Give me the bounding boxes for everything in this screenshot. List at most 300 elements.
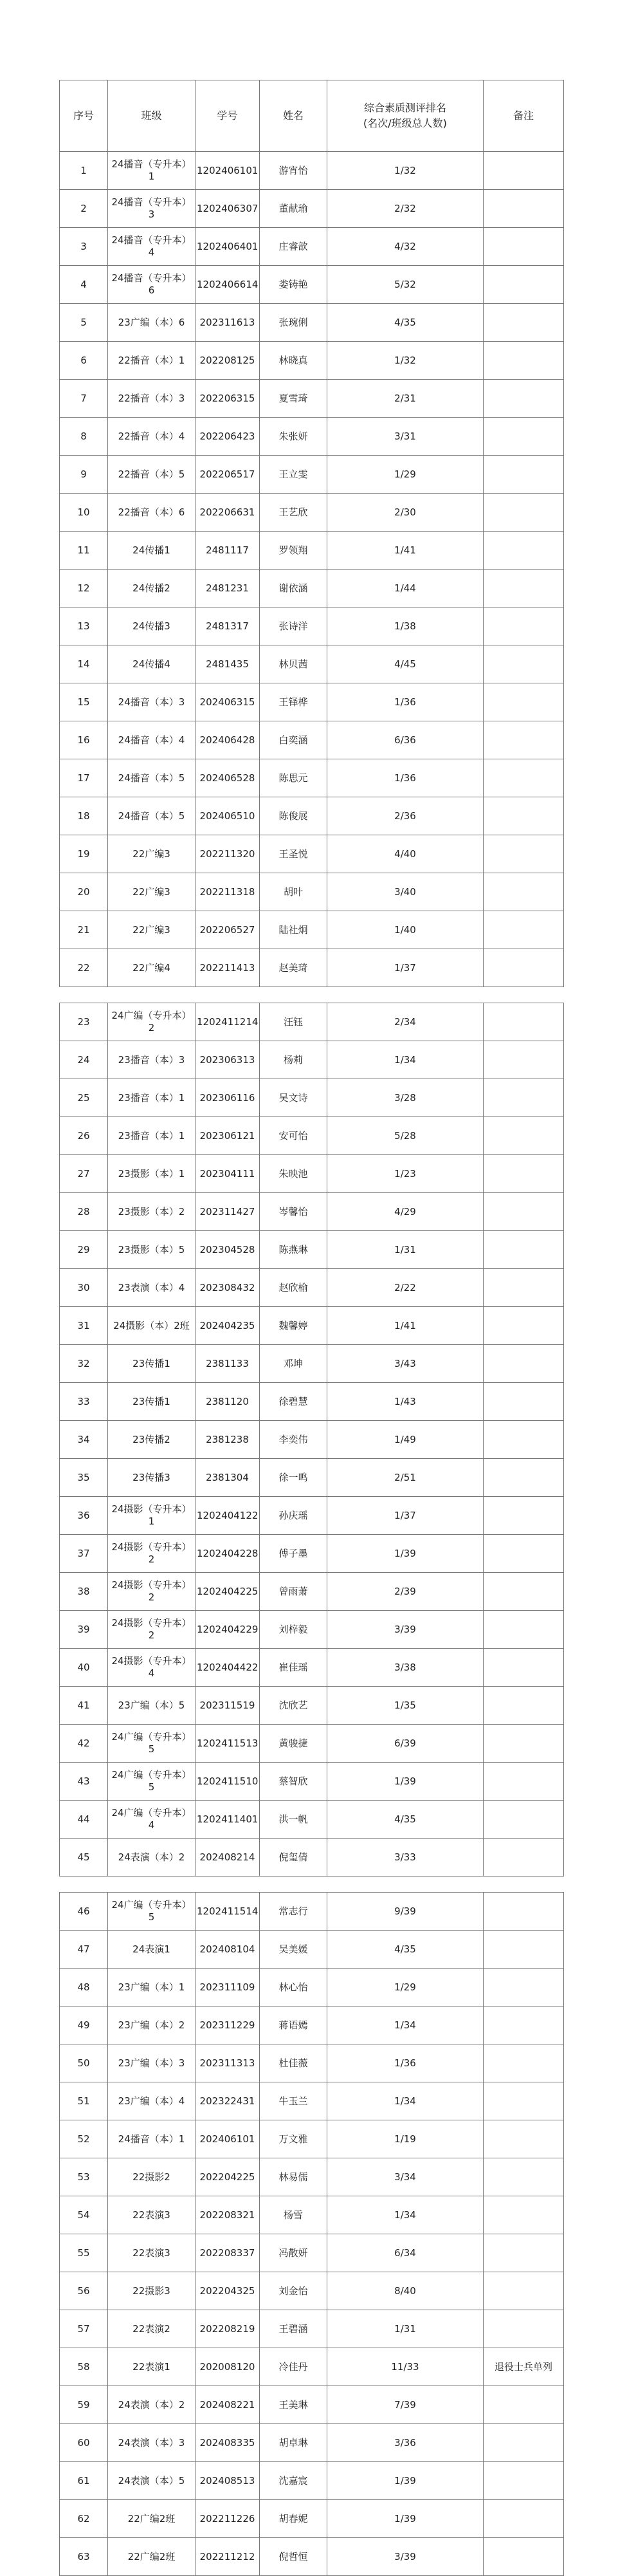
cell-no: 4 (60, 266, 108, 304)
cell-student-id: 202408104 (195, 1931, 260, 1969)
table-row (60, 2158, 564, 2196)
header-note: 备注 (484, 80, 564, 152)
cell-no: 60 (60, 2424, 108, 2462)
cell-rank: 4/45 (327, 645, 484, 683)
cell-name: 陈燕琳 (260, 1231, 327, 1269)
cell-class: 23摄影（本）2 (108, 1193, 195, 1231)
table-row (60, 1269, 564, 1307)
cell-name: 蔡智欣 (260, 1763, 327, 1801)
cell-rank: 1/39 (327, 1763, 484, 1801)
cell-note (484, 607, 564, 645)
cell-student-id: 202311427 (195, 1193, 260, 1231)
cell-student-id: 202206517 (195, 456, 260, 494)
cell-note (484, 1231, 564, 1269)
cell-name: 胡卓琳 (260, 2424, 327, 2462)
cell-name: 李奕伟 (260, 1421, 327, 1459)
cell-student-id: 202306116 (195, 1079, 260, 1117)
table-row (60, 1497, 564, 1535)
cell-class: 23广编（本）4 (108, 2082, 195, 2120)
cell-rank: 3/39 (327, 1611, 484, 1649)
cell-no: 38 (60, 1573, 108, 1611)
cell-note (484, 1155, 564, 1193)
cell-name: 朱映池 (260, 1155, 327, 1193)
cell-no: 28 (60, 1193, 108, 1231)
cell-student-id: 202406428 (195, 721, 260, 759)
cell-note (484, 532, 564, 570)
cell-rank: 1/41 (327, 532, 484, 570)
cell-student-id: 1202406401 (195, 228, 260, 266)
cell-no: 17 (60, 759, 108, 797)
cell-note (484, 2424, 564, 2462)
cell-note (484, 190, 564, 228)
cell-rank: 3/43 (327, 1345, 484, 1383)
cell-name: 庄睿歆 (260, 228, 327, 266)
table-row (60, 1117, 564, 1155)
cell-name: 杨莉 (260, 1041, 327, 1079)
cell-rank: 1/37 (327, 949, 484, 987)
table-row (60, 1969, 564, 2006)
cell-rank: 3/40 (327, 873, 484, 911)
cell-name: 胡叶 (260, 873, 327, 911)
cell-no: 49 (60, 2006, 108, 2044)
table-row (60, 1839, 564, 1876)
cell-name: 蒋语嫣 (260, 2006, 327, 2044)
cell-class: 24表演（本）2 (108, 2386, 195, 2424)
cell-rank: 1/31 (327, 2310, 484, 2348)
cell-no: 34 (60, 1421, 108, 1459)
header-class: 班级 (108, 80, 195, 152)
cell-student-id: 202311519 (195, 1687, 260, 1725)
cell-student-id: 202211320 (195, 835, 260, 873)
cell-rank: 2/34 (327, 1003, 484, 1041)
cell-name: 董献瑜 (260, 190, 327, 228)
cell-no: 1 (60, 152, 108, 190)
cell-student-id: 1202406614 (195, 266, 260, 304)
cell-rank: 1/34 (327, 1041, 484, 1079)
table-row (60, 683, 564, 721)
cell-class: 22表演3 (108, 2234, 195, 2272)
cell-name: 沈欣艺 (260, 1687, 327, 1725)
table-row (60, 1931, 564, 1969)
cell-name: 林心怡 (260, 1969, 327, 2006)
cell-student-id: 1202404229 (195, 1611, 260, 1649)
cell-rank: 5/32 (327, 266, 484, 304)
cell-rank: 1/39 (327, 2500, 484, 2538)
cell-no: 36 (60, 1497, 108, 1535)
table-row (60, 2234, 564, 2272)
cell-no: 50 (60, 2044, 108, 2082)
cell-class: 23广编（本）5 (108, 1687, 195, 1725)
cell-class: 22播音（本）5 (108, 456, 195, 494)
cell-note (484, 266, 564, 304)
cell-note (484, 2120, 564, 2158)
cell-name: 洪一帆 (260, 1801, 327, 1839)
cell-class: 22广编2班 (108, 2538, 195, 2576)
cell-name: 万文雅 (260, 2120, 327, 2158)
cell-class: 23摄影（本）1 (108, 1155, 195, 1193)
table-row (60, 2348, 564, 2386)
cell-class: 22广编4 (108, 949, 195, 987)
cell-rank: 4/29 (327, 1193, 484, 1231)
cell-class: 23传播1 (108, 1345, 195, 1383)
cell-no: 39 (60, 1611, 108, 1649)
cell-rank: 1/32 (327, 342, 484, 380)
cell-student-id: 1202411510 (195, 1763, 260, 1801)
cell-rank: 1/36 (327, 759, 484, 797)
cell-class: 24广编（专升本）5 (108, 1763, 195, 1801)
cell-no: 5 (60, 304, 108, 342)
cell-no: 30 (60, 1269, 108, 1307)
cell-rank: 2/30 (327, 494, 484, 532)
cell-rank: 1/34 (327, 2082, 484, 2120)
cell-note (484, 721, 564, 759)
cell-student-id: 202204225 (195, 2158, 260, 2196)
cell-class: 23广编（本）6 (108, 304, 195, 342)
cell-class: 24广编（专升本）2 (108, 1003, 195, 1041)
cell-student-id: 202406528 (195, 759, 260, 797)
cell-no: 63 (60, 2538, 108, 2576)
cell-student-id: 2481317 (195, 607, 260, 645)
cell-rank: 3/34 (327, 2158, 484, 2196)
cell-rank: 7/39 (327, 2386, 484, 2424)
cell-note (484, 494, 564, 532)
cell-name: 罗领翔 (260, 532, 327, 570)
cell-note (484, 1801, 564, 1839)
cell-class: 24播音（专升本）6 (108, 266, 195, 304)
cell-name: 崔佳瑶 (260, 1649, 327, 1687)
table-row (60, 494, 564, 532)
cell-name: 倪玺倩 (260, 1839, 327, 1876)
cell-note (484, 342, 564, 380)
table-row (60, 1573, 564, 1611)
cell-name: 娄铸艳 (260, 266, 327, 304)
cell-class: 22摄影3 (108, 2272, 195, 2310)
cell-name: 曾雨萧 (260, 1573, 327, 1611)
table-row (60, 2386, 564, 2424)
cell-no: 43 (60, 1763, 108, 1801)
table-body (60, 80, 564, 2576)
cell-name: 吴文诗 (260, 1079, 327, 1117)
cell-no: 46 (60, 1893, 108, 1931)
cell-student-id: 1202411401 (195, 1801, 260, 1839)
cell-note (484, 2310, 564, 2348)
cell-rank: 2/31 (327, 380, 484, 418)
table-row (60, 228, 564, 266)
cell-rank: 2/39 (327, 1573, 484, 1611)
table-row (60, 152, 564, 190)
cell-no: 59 (60, 2386, 108, 2424)
cell-no: 55 (60, 2234, 108, 2272)
cell-student-id: 1202404225 (195, 1573, 260, 1611)
cell-class: 24传播2 (108, 570, 195, 607)
cell-name: 王美琳 (260, 2386, 327, 2424)
cell-note (484, 2500, 564, 2538)
cell-no: 47 (60, 1931, 108, 1969)
section-gap-cell (60, 987, 564, 1003)
cell-no: 23 (60, 1003, 108, 1041)
cell-student-id: 202408513 (195, 2462, 260, 2500)
table-row (60, 190, 564, 228)
cell-no: 27 (60, 1155, 108, 1193)
cell-no: 2 (60, 190, 108, 228)
table-row (60, 949, 564, 987)
cell-rank: 3/39 (327, 2538, 484, 2576)
cell-rank: 9/39 (327, 1893, 484, 1931)
table-row (60, 2272, 564, 2310)
cell-note (484, 911, 564, 949)
cell-no: 57 (60, 2310, 108, 2348)
cell-note (484, 1649, 564, 1687)
cell-student-id: 1202404122 (195, 1497, 260, 1535)
cell-no: 12 (60, 570, 108, 607)
cell-rank: 1/39 (327, 1535, 484, 1573)
cell-class: 24广编（专升本）4 (108, 1801, 195, 1839)
cell-class: 24摄影（专升本）2 (108, 1535, 195, 1573)
cell-rank: 1/36 (327, 2044, 484, 2082)
cell-student-id: 202304528 (195, 1231, 260, 1269)
cell-student-id: 202008120 (195, 2348, 260, 2386)
cell-no: 20 (60, 873, 108, 911)
cell-name: 杜佳薇 (260, 2044, 327, 2082)
cell-name: 刘梓毅 (260, 1611, 327, 1649)
cell-note (484, 1003, 564, 1041)
table-row (60, 759, 564, 797)
cell-class: 24表演（本）5 (108, 2462, 195, 2500)
cell-no: 13 (60, 607, 108, 645)
cell-name: 倪哲恒 (260, 2538, 327, 2576)
header-rank-line1: 综合素质测评排名 (363, 102, 446, 114)
table-row (60, 1801, 564, 1839)
cell-class: 24摄影（专升本）2 (108, 1573, 195, 1611)
cell-name: 傅子墨 (260, 1535, 327, 1573)
header-rank-line2: (名次/班级总人数) (363, 117, 447, 129)
cell-rank: 3/31 (327, 418, 484, 456)
cell-no: 9 (60, 456, 108, 494)
cell-student-id: 1202404422 (195, 1649, 260, 1687)
cell-student-id: 202408221 (195, 2386, 260, 2424)
table-row (60, 1155, 564, 1193)
cell-no: 16 (60, 721, 108, 759)
cell-rank: 6/36 (327, 721, 484, 759)
cell-student-id: 1202406307 (195, 190, 260, 228)
cell-class: 22表演1 (108, 2348, 195, 2386)
cell-class: 23广编（本）1 (108, 1969, 195, 2006)
cell-note (484, 2158, 564, 2196)
cell-no: 25 (60, 1079, 108, 1117)
cell-no: 35 (60, 1459, 108, 1497)
cell-no: 45 (60, 1839, 108, 1876)
cell-student-id: 202208125 (195, 342, 260, 380)
cell-name: 杨雪 (260, 2196, 327, 2234)
cell-name: 白奕涵 (260, 721, 327, 759)
cell-rank: 1/49 (327, 1421, 484, 1459)
cell-student-id: 2481435 (195, 645, 260, 683)
cell-note (484, 304, 564, 342)
cell-rank: 1/41 (327, 1307, 484, 1345)
cell-class: 24广编（专升本）5 (108, 1725, 195, 1763)
ranking-table (59, 80, 564, 2576)
cell-student-id: 202208337 (195, 2234, 260, 2272)
cell-no: 8 (60, 418, 108, 456)
table-row (60, 1345, 564, 1383)
cell-note (484, 1079, 564, 1117)
cell-name: 夏雪琦 (260, 380, 327, 418)
cell-class: 22广编3 (108, 835, 195, 873)
cell-student-id: 2381120 (195, 1383, 260, 1421)
cell-no: 15 (60, 683, 108, 721)
cell-note (484, 2234, 564, 2272)
table-row (60, 342, 564, 380)
cell-student-id: 1202404228 (195, 1535, 260, 1573)
cell-class: 24播音（专升本）4 (108, 228, 195, 266)
table-row (60, 1383, 564, 1421)
cell-rank: 1/37 (327, 1497, 484, 1535)
cell-rank: 4/35 (327, 1931, 484, 1969)
table-row (60, 1649, 564, 1687)
header-rank (327, 80, 484, 152)
table-row (60, 645, 564, 683)
cell-class: 24传播1 (108, 532, 195, 570)
cell-note (484, 1193, 564, 1231)
cell-class: 24传播4 (108, 645, 195, 683)
cell-class: 24摄影（本）2班 (108, 1307, 195, 1345)
cell-rank: 4/35 (327, 1801, 484, 1839)
table-row (60, 570, 564, 607)
cell-class: 24表演1 (108, 1931, 195, 1969)
cell-class: 23传播1 (108, 1383, 195, 1421)
cell-name: 邓坤 (260, 1345, 327, 1383)
cell-student-id: 1202411514 (195, 1893, 260, 1931)
table-row (60, 1687, 564, 1725)
table-row (60, 873, 564, 911)
cell-class: 24播音（专升本）3 (108, 190, 195, 228)
cell-class: 22播音（本）4 (108, 418, 195, 456)
cell-no: 21 (60, 911, 108, 949)
cell-class: 24摄影（专升本）1 (108, 1497, 195, 1535)
cell-student-id: 1202411214 (195, 1003, 260, 1041)
cell-class: 24摄影（专升本）2 (108, 1611, 195, 1649)
cell-name: 汪钰 (260, 1003, 327, 1041)
cell-rank: 4/40 (327, 835, 484, 873)
cell-no: 6 (60, 342, 108, 380)
table-row (60, 911, 564, 949)
cell-note (484, 1931, 564, 1969)
cell-class: 24播音（本）5 (108, 797, 195, 835)
cell-student-id: 202306121 (195, 1117, 260, 1155)
cell-name: 沈嘉宸 (260, 2462, 327, 2500)
cell-name: 王艺欣 (260, 494, 327, 532)
cell-note (484, 759, 564, 797)
table-row (60, 2500, 564, 2538)
cell-rank: 3/28 (327, 1079, 484, 1117)
cell-class: 22表演2 (108, 2310, 195, 2348)
cell-note (484, 1345, 564, 1383)
table-row (60, 532, 564, 570)
cell-name: 刘金怡 (260, 2272, 327, 2310)
cell-name: 赵欣榆 (260, 1269, 327, 1307)
cell-name: 黄骏捷 (260, 1725, 327, 1763)
table-row (60, 1307, 564, 1345)
cell-student-id: 202311313 (195, 2044, 260, 2082)
table-row (60, 607, 564, 645)
cell-no: 52 (60, 2120, 108, 2158)
cell-student-id: 202406101 (195, 2120, 260, 2158)
cell-rank: 1/38 (327, 607, 484, 645)
cell-no: 10 (60, 494, 108, 532)
cell-rank: 1/43 (327, 1383, 484, 1421)
cell-student-id: 2481117 (195, 532, 260, 570)
cell-name: 陈俊展 (260, 797, 327, 835)
cell-student-id: 202211413 (195, 949, 260, 987)
table-row (60, 2462, 564, 2500)
header-row (60, 80, 564, 152)
cell-student-id: 202404235 (195, 1307, 260, 1345)
cell-note (484, 1497, 564, 1535)
cell-name: 林易儒 (260, 2158, 327, 2196)
cell-rank: 2/36 (327, 797, 484, 835)
cell-rank: 3/33 (327, 1839, 484, 1876)
cell-class: 24广编（专升本）5 (108, 1893, 195, 1931)
cell-class: 22广编2班 (108, 2500, 195, 2538)
table-row (60, 266, 564, 304)
cell-name: 林晓真 (260, 342, 327, 380)
cell-note (484, 645, 564, 683)
cell-class: 24摄影（专升本）4 (108, 1649, 195, 1687)
cell-note (484, 1459, 564, 1497)
cell-no: 26 (60, 1117, 108, 1155)
table-row (60, 2082, 564, 2120)
cell-rank: 1/36 (327, 683, 484, 721)
section-gap (60, 1876, 564, 1893)
cell-note (484, 1839, 564, 1876)
cell-rank: 2/22 (327, 1269, 484, 1307)
cell-name: 徐一鸣 (260, 1459, 327, 1497)
cell-no: 44 (60, 1801, 108, 1839)
cell-no: 40 (60, 1649, 108, 1687)
cell-student-id: 2381238 (195, 1421, 260, 1459)
cell-student-id: 2381304 (195, 1459, 260, 1497)
cell-student-id: 202408214 (195, 1839, 260, 1876)
cell-rank: 3/38 (327, 1649, 484, 1687)
cell-rank: 1/39 (327, 2462, 484, 2500)
header-student-id: 学号 (195, 80, 260, 152)
cell-no: 58 (60, 2348, 108, 2386)
cell-class: 23传播3 (108, 1459, 195, 1497)
cell-no: 22 (60, 949, 108, 987)
cell-student-id: 202211226 (195, 2500, 260, 2538)
cell-class: 22广编3 (108, 873, 195, 911)
table-row (60, 418, 564, 456)
cell-no: 3 (60, 228, 108, 266)
cell-no: 56 (60, 2272, 108, 2310)
table-row (60, 304, 564, 342)
cell-rank: 5/28 (327, 1117, 484, 1155)
cell-student-id: 202322431 (195, 2082, 260, 2120)
cell-class: 23传播2 (108, 1421, 195, 1459)
section-gap-cell (60, 1876, 564, 1893)
cell-name: 王圣悦 (260, 835, 327, 873)
cell-rank: 6/34 (327, 2234, 484, 2272)
cell-class: 24播音（本）4 (108, 721, 195, 759)
cell-name: 冷佳丹 (260, 2348, 327, 2386)
header-name: 姓名 (260, 80, 327, 152)
cell-note (484, 1307, 564, 1345)
cell-note (484, 2006, 564, 2044)
cell-name: 吴美媛 (260, 1931, 327, 1969)
cell-student-id: 202304111 (195, 1155, 260, 1193)
cell-note (484, 2462, 564, 2500)
table-row (60, 721, 564, 759)
